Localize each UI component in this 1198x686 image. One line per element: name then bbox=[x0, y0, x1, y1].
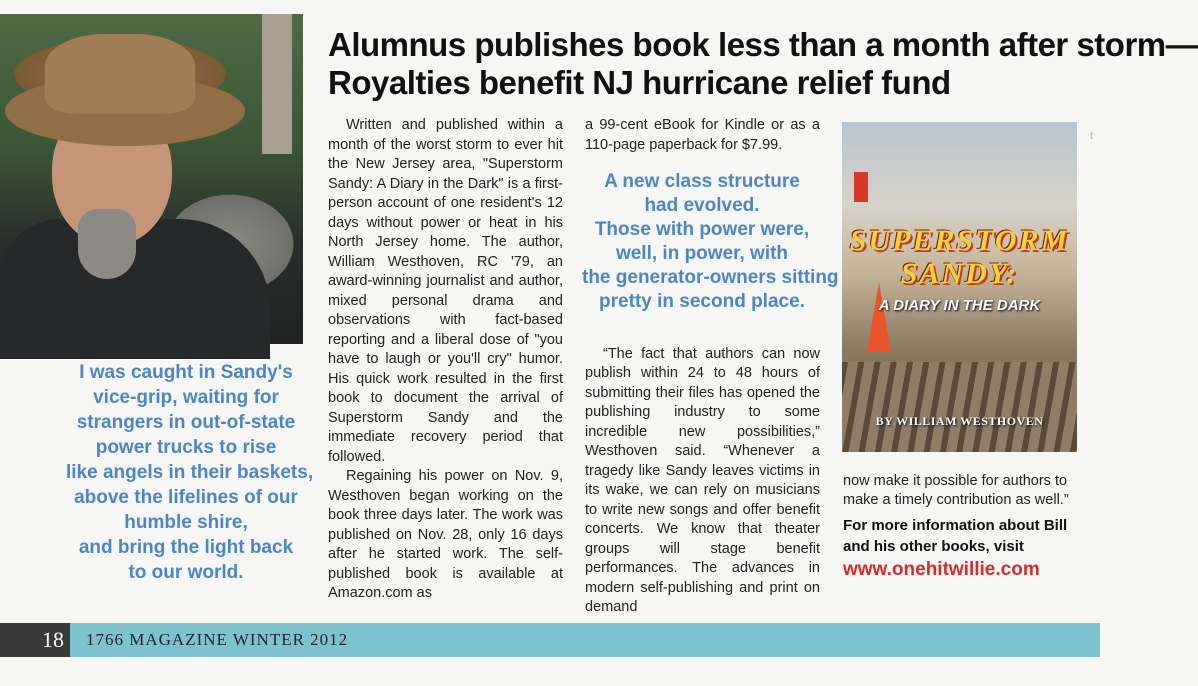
cover-subtitle: A DIARY IN THE DARK bbox=[878, 297, 1041, 314]
author-beard bbox=[78, 209, 136, 279]
pullquote-line: Those with power were, bbox=[594, 219, 810, 240]
article-column-2-top bbox=[585, 116, 820, 155]
cover-title-line-1: SUPERSTORM bbox=[849, 224, 1070, 257]
article-column-2-bottom bbox=[585, 330, 820, 632]
hat-crown bbox=[45, 34, 195, 114]
quote-line: like angels in their baskets, bbox=[66, 462, 314, 483]
cover-title-line-2: SANDY: bbox=[900, 257, 1019, 290]
article-paragraph-3-cont: now make it possible for authors to make a timely contribution as well.” bbox=[843, 472, 1069, 508]
boardwalk-planks bbox=[842, 362, 1077, 452]
pullquote-line: had evolved. bbox=[644, 195, 760, 216]
article-paragraph-1: Written and published within a month of the worst storm to ever hit the New Jersey area, "Superstorm Sandy: A Diary in the Dark" is a first-person account of one resident's 12 days without power or heat in his North Jersey home. The author, William Westhoven, RC '79, an award-winning journalist and author, mixed personal drama and observations with fact-based reporting and a liberal dose of "you have to laugh or you'll cry" humor. His quick work resulted in the first book to document the arrival of Superstorm Sandy and the immediate recovery period that followed. bbox=[328, 117, 563, 465]
more-info-text: For more information about Bill and his other books, visit bbox=[843, 517, 1068, 555]
quote-line: strangers in out-of-state bbox=[76, 412, 296, 433]
pull-quote bbox=[582, 170, 839, 314]
quote-line: humble shire, bbox=[124, 512, 248, 533]
quote-line: vice-grip, waiting for bbox=[93, 387, 279, 408]
author-photo bbox=[0, 14, 303, 344]
headline-line-1: Alumnus publishes book less than a month after storm— bbox=[328, 26, 1198, 63]
quote-line: above the lifelines of our bbox=[74, 487, 298, 508]
article-paragraph-3: “The fact that authors can now publish within 24 to 48 hours of submitting their files has opened the publishing industry to some incredible new possibilities,” Westhoven said. “Whenever a tragedy like Sandy leaves victims in its wake, we can rely on musicians to write new songs and offer benefit concerts. We know that theater groups will stage benefit performances. The advances in modern self-publishing and print on demand bbox=[585, 345, 820, 615]
book-cover bbox=[842, 122, 1077, 447]
pullquote-line: well, in power, with bbox=[615, 243, 789, 264]
page-number bbox=[0, 623, 70, 657]
cover-byline: BY WILLIAM WESTHOVEN bbox=[875, 414, 1044, 428]
article-paragraph-2: Regaining his power on Nov. 9, Westhoven began working on the book three days later. The work was published on Nov. 28, only 16 days after he started work. The self-published book is available at Amazon.com as bbox=[328, 468, 563, 601]
author-website-link[interactable]: www.onehitwillie.com bbox=[843, 559, 1040, 580]
traffic-cone bbox=[867, 282, 891, 352]
pullquote-line: pretty in second place. bbox=[599, 291, 805, 312]
page-number-text: 18 bbox=[42, 627, 64, 652]
author-quote bbox=[66, 360, 314, 585]
quote-line: power trucks to rise bbox=[95, 437, 277, 458]
quote-line: I was caught in Sandy's bbox=[79, 362, 293, 383]
article-headline bbox=[328, 26, 1198, 102]
article-column-1 bbox=[328, 116, 563, 604]
pullquote-line: the generator-owners sitting bbox=[582, 267, 839, 288]
margin-mark: t bbox=[1090, 130, 1094, 142]
publication-title: 1766 MAGAZINE WINTER 2012 bbox=[86, 630, 349, 649]
page-footer bbox=[0, 623, 1100, 657]
article-paragraph-2-cont: a 99-cent eBook for Kindle or as a 110-page paperback for $7.99. bbox=[585, 117, 820, 153]
quote-line: and bring the light back bbox=[78, 537, 294, 558]
tree-trunk bbox=[262, 14, 292, 154]
pullquote-line: A new class structure bbox=[604, 171, 800, 192]
author-photo-image bbox=[0, 14, 303, 344]
red-flag bbox=[854, 172, 868, 202]
headline-line-2: Royalties benefit NJ hurricane relief fund bbox=[328, 64, 951, 101]
quote-line: to our world. bbox=[128, 562, 244, 583]
